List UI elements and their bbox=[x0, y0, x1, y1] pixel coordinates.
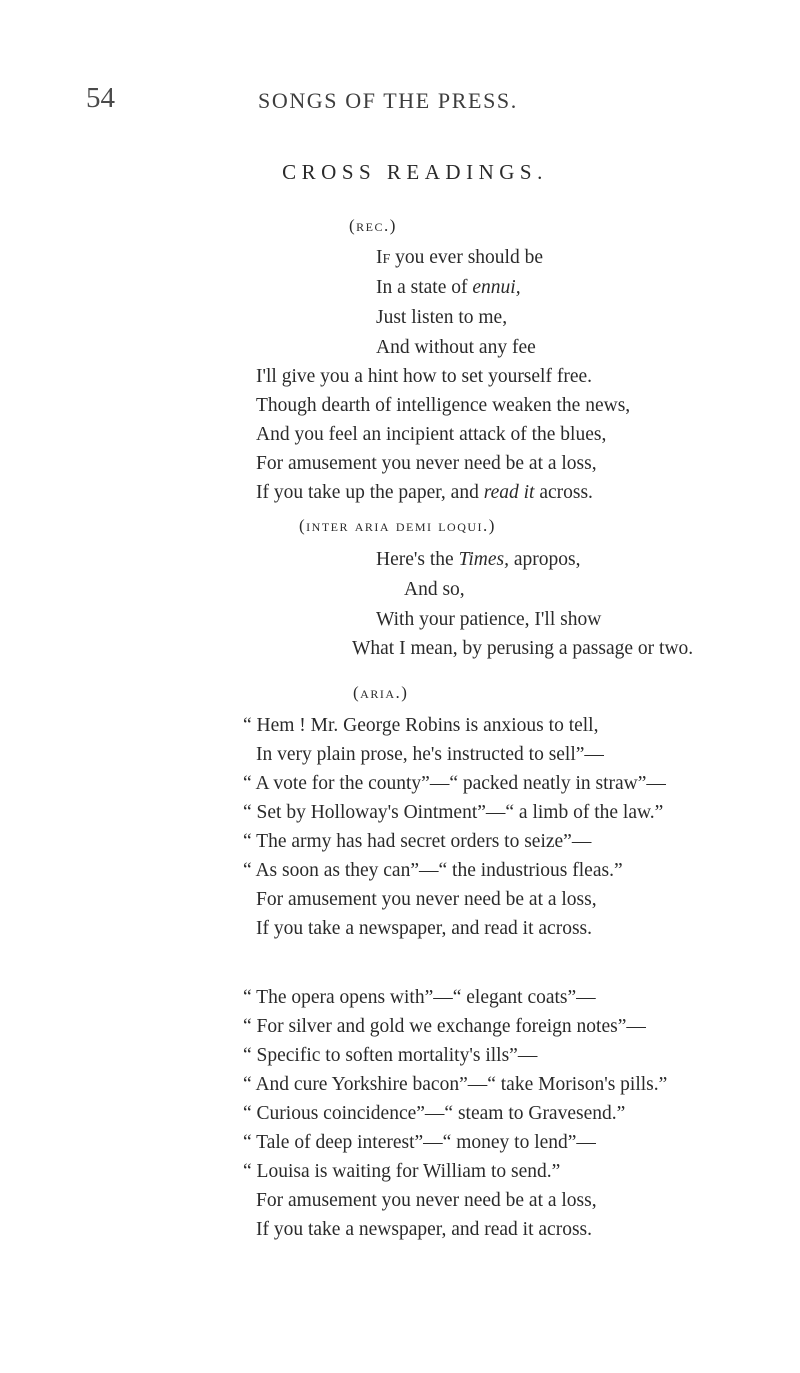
line-part: In a state of bbox=[376, 277, 473, 298]
stanza1-line bbox=[256, 365, 592, 389]
stanza3-line: “ The army has had secret orders to seize”— bbox=[243, 831, 592, 852]
stanza3-line: “ Hem ! Mr. George Robins is anxious to tell, bbox=[243, 715, 599, 736]
stanza2-line bbox=[376, 608, 601, 632]
page-header bbox=[0, 82, 800, 112]
line-part: ennui, bbox=[472, 277, 521, 298]
line-part: And so, bbox=[404, 579, 465, 600]
line-part: I'll give you a hint how to set yourself free. bbox=[256, 366, 593, 387]
stanza3-line: For amusement you never need be at a loss, bbox=[256, 889, 597, 910]
section-label-rec: (rec.) bbox=[349, 216, 397, 235]
poem-title: CROSS READINGS. bbox=[282, 160, 548, 184]
line-part: Times, bbox=[458, 549, 509, 570]
stanza1-line bbox=[256, 394, 630, 418]
line-part: you ever should be bbox=[390, 247, 543, 268]
stanza3-line: “ As soon as they can”—“ the industrious fleas.” bbox=[243, 860, 623, 881]
stanza1-line bbox=[376, 276, 521, 300]
section-label-inter: (inter aria demi loqui.) bbox=[299, 516, 496, 535]
stanza4-line: “ Tale of deep interest”—“ money to lend”— bbox=[243, 1132, 596, 1153]
stanza1-line bbox=[256, 452, 597, 476]
stanza3-line: “ A vote for the county”—“ packed neatly in straw”— bbox=[243, 773, 666, 794]
line-part: apropos, bbox=[508, 549, 581, 570]
stanza4-line: “ And cure Yorkshire bacon”—“ take Morison's pills.” bbox=[243, 1074, 668, 1095]
line-part: For amusement you never need be at a loss, bbox=[256, 453, 597, 474]
stanza1-line bbox=[256, 481, 593, 505]
stanza1-line bbox=[376, 246, 543, 270]
stanza4-line: “ Specific to soften mortality's ills”— bbox=[243, 1045, 538, 1066]
line-part: And without any fee bbox=[376, 337, 536, 358]
stanza4-line: “ Louisa is waiting for William to send.” bbox=[243, 1161, 561, 1182]
line-part: Though dearth of intelligence weaken the news, bbox=[256, 395, 631, 416]
stanza2-line bbox=[352, 637, 693, 661]
line-part: Here's the bbox=[376, 549, 459, 570]
section-label-aria: (aria.) bbox=[353, 683, 409, 702]
stanza1-line bbox=[376, 306, 507, 330]
line-part: And you feel an incipient attack of the blues, bbox=[256, 424, 607, 445]
stanza3-line: In very plain prose, he's instructed to sell”— bbox=[256, 744, 604, 765]
stanza2-line bbox=[376, 548, 580, 572]
stanza4-line: If you take a newspaper, and read it across. bbox=[256, 1219, 592, 1240]
line-part: across. bbox=[534, 482, 593, 503]
stanza4-line: “ For silver and gold we exchange foreign notes”— bbox=[243, 1016, 646, 1037]
stanza3-line: “ Set by Holloway's Ointment”—“ a limb of the law.” bbox=[243, 802, 664, 823]
stanza1-line bbox=[376, 336, 536, 360]
line-part: If you take up the paper, and bbox=[256, 482, 484, 503]
line-part: read it bbox=[483, 482, 535, 503]
stanza1-line bbox=[256, 423, 606, 447]
stanza4-line: “ The opera opens with”—“ elegant coats”— bbox=[243, 987, 596, 1008]
stanza4-line: For amusement you never need be at a loss, bbox=[256, 1190, 597, 1211]
line-part: If bbox=[376, 247, 391, 268]
page-number: 54 bbox=[86, 82, 115, 114]
stanza4-line: “ Curious coincidence”—“ steam to Gravesend.” bbox=[243, 1103, 626, 1124]
line-part: With your patience, I'll show bbox=[376, 609, 602, 630]
running-head: SONGS OF THE PRESS. bbox=[258, 88, 518, 113]
stanza3-line: If you take a newspaper, and read it across. bbox=[256, 918, 592, 939]
stanza2-line bbox=[404, 578, 465, 602]
line-part: What I mean, by perusing a passage or two. bbox=[352, 638, 694, 659]
line-part: Just listen to me, bbox=[376, 307, 508, 328]
